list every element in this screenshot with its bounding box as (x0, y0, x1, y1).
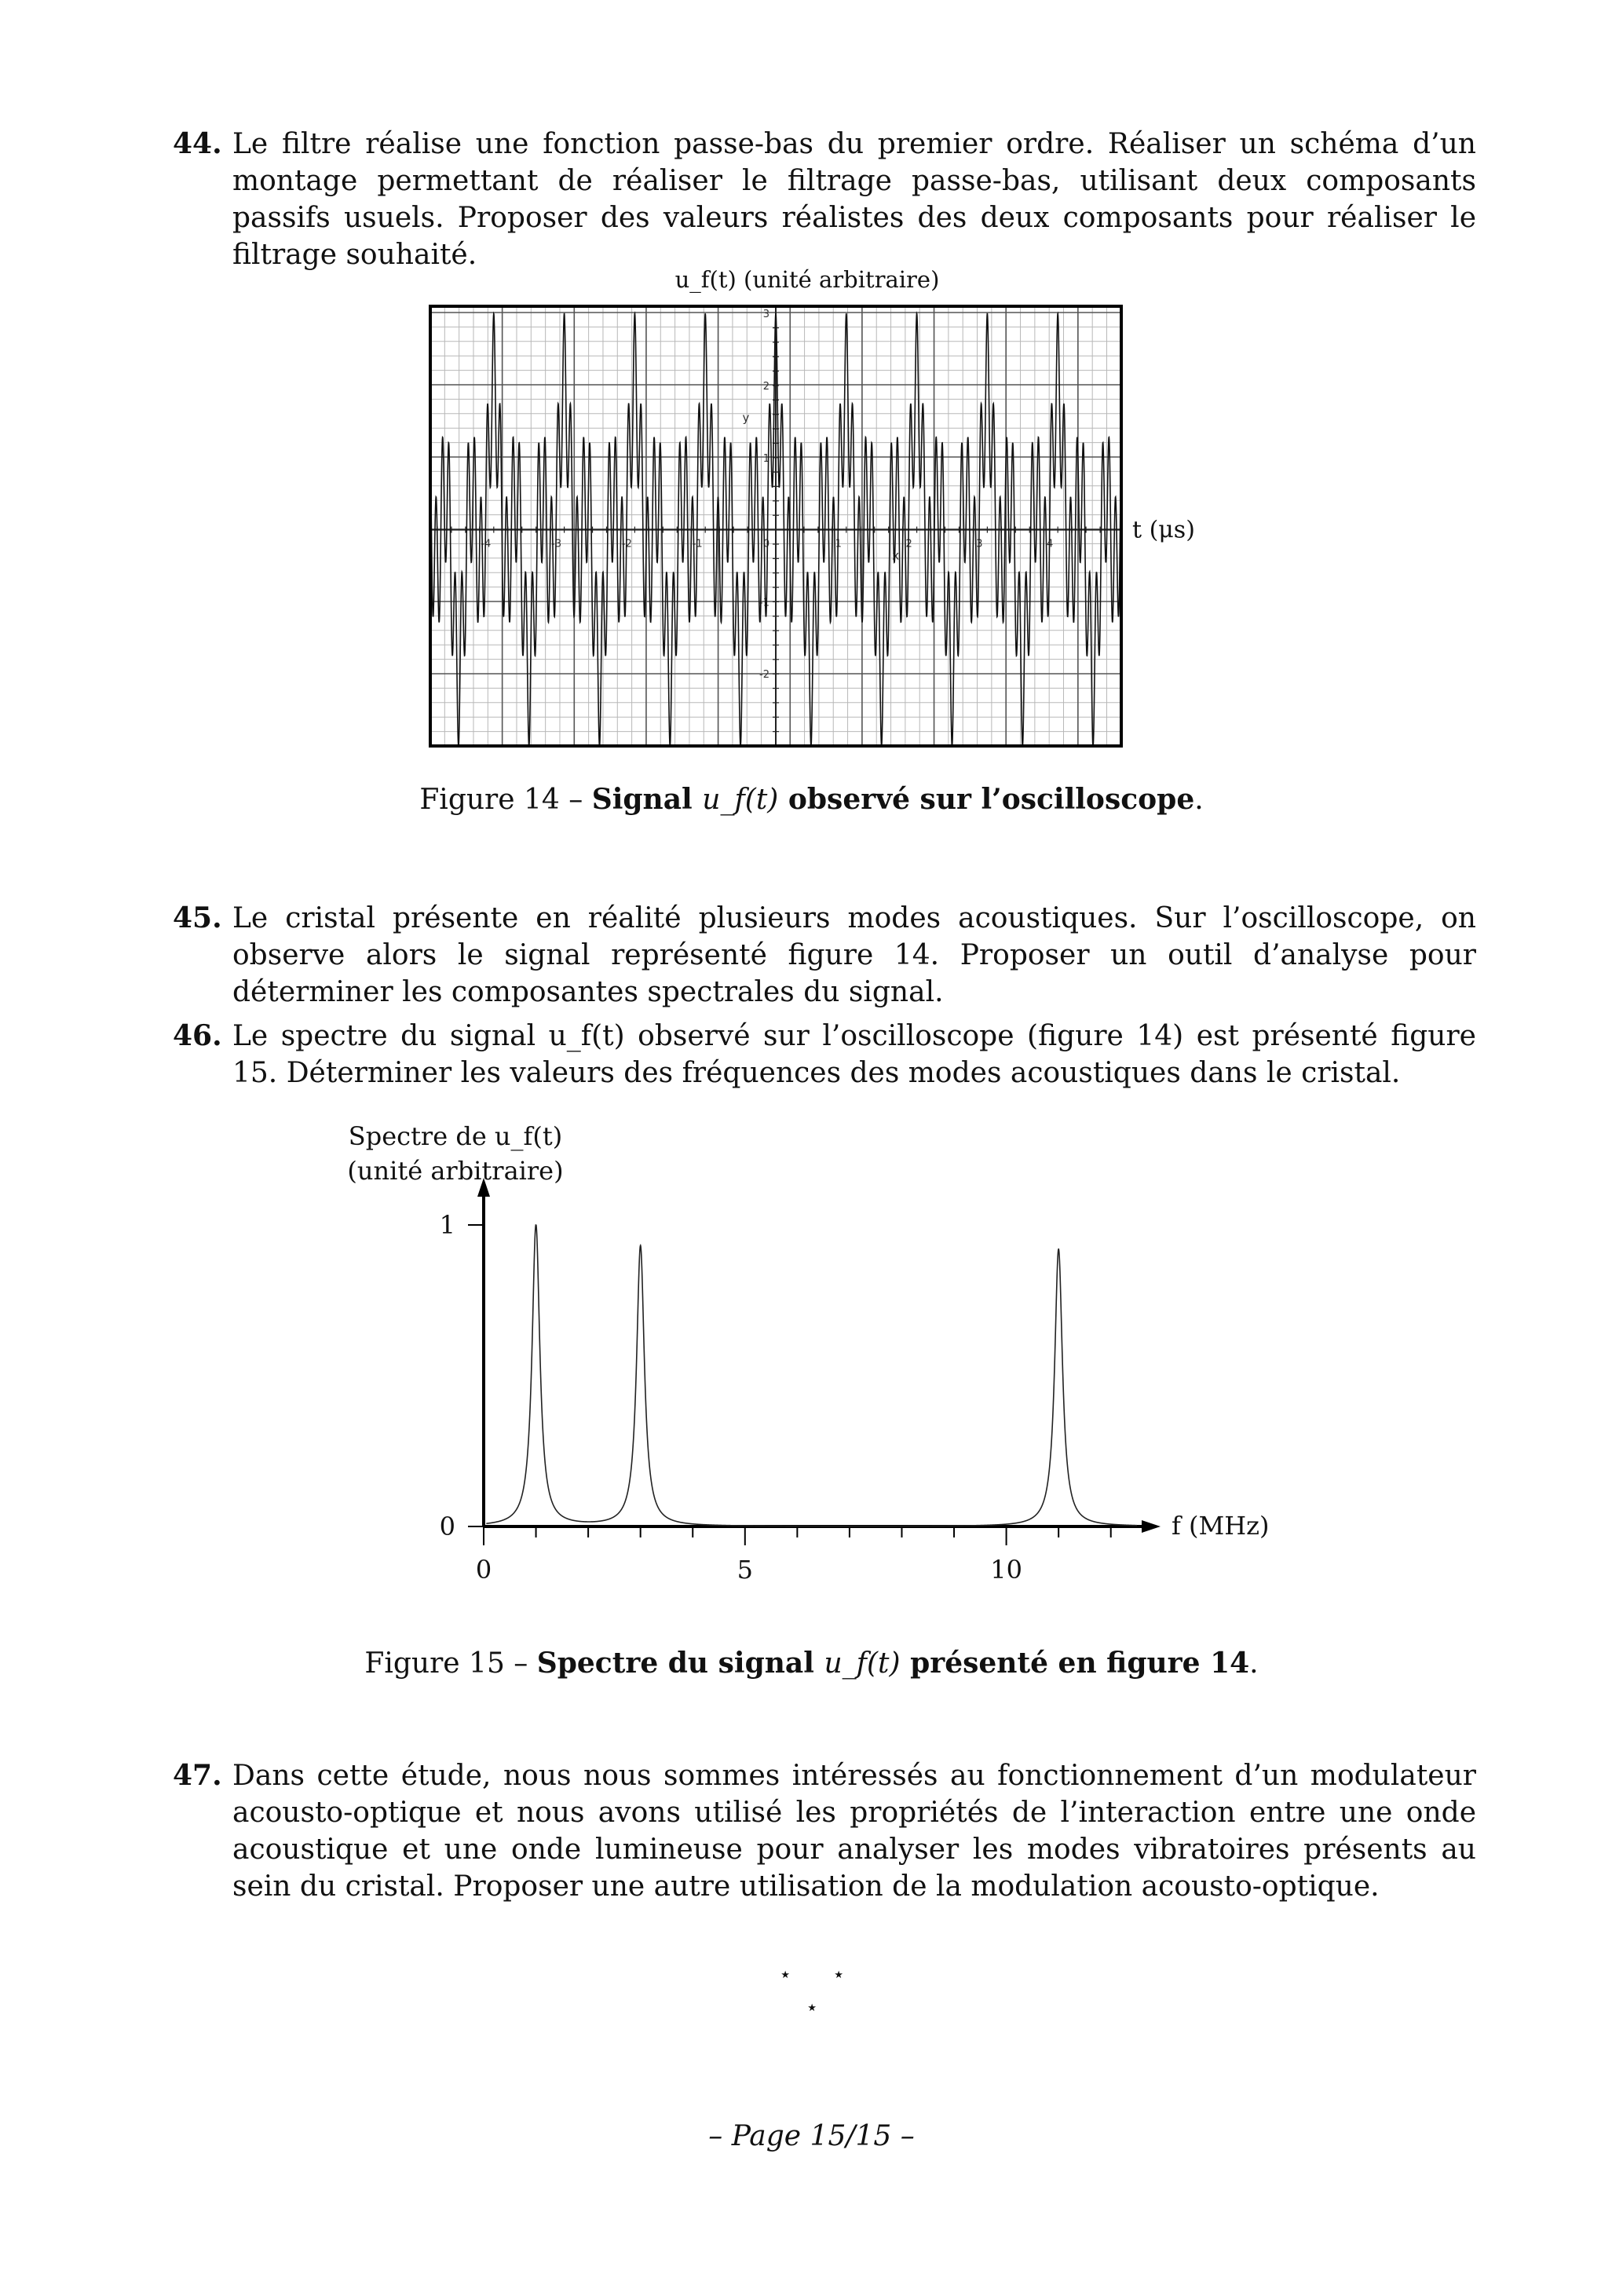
y-tick-label: 1 (439, 1210, 455, 1240)
caption-prefix: Figure 15 – (364, 1647, 537, 1680)
question-text: Dans cette étude, nous nous sommes intéressés au fonctionnement d’un modulateur acousto-optique et nous avons utilisé les propriétés de l’interaction entre une onde acoustique et une onde lumineuse pour analyser les modes vibratoires présents au sein du cristal. Proposer une autre utilisation de la modulation acousto-optique. (232, 1760, 1476, 1903)
question-text: Le filtre réalise une fonction passe-bas du premier ordre. Réaliser un schéma d’un montage permettant de réaliser le filtrage passe-bas, utilisant deux composants passifs usuels. Proposer des valeurs réalistes des deux composants pour réaliser le filtrage souhaité. (232, 128, 1476, 271)
x-tick-label: 4 (1047, 538, 1054, 550)
axis-letter-x: x (892, 548, 900, 563)
y-tick-label: 2 (762, 380, 769, 393)
star-icon: ⋆ (779, 1963, 792, 1987)
y-tick-label: 1 (762, 452, 769, 465)
x-axis-label: f (MHz) (1172, 1511, 1270, 1541)
caption-math: u_f(t) (702, 784, 779, 816)
x-tick-label: -2 (621, 538, 632, 550)
question-text: Le cristal présente en réalité plusieurs modes acoustiques. Sur l’oscilloscope, on observe alors le signal représenté figure 14. Proposer un outil d’analyse pour déterminer les composantes spectrales du signal. (232, 902, 1476, 1008)
x-tick-label: 0 (762, 538, 770, 550)
question-number: 44. (173, 127, 222, 160)
figure-15-spectrum (0, 1115, 1623, 1586)
y-tick-label: 0 (439, 1512, 455, 1541)
section-end-stars (754, 1963, 872, 2026)
question-47 (173, 1757, 1476, 1905)
figure-15-caption (0, 1646, 1623, 1681)
x-tick-label: -4 (481, 538, 492, 550)
x-tick-label: -3 (551, 538, 562, 550)
x-tick-label: 10 (990, 1555, 1022, 1585)
caption-bold-2: observé sur l’oscilloscope (778, 783, 1195, 816)
caption-bold-2: présenté en figure 14 (900, 1647, 1250, 1680)
caption-prefix: Figure 14 – (419, 784, 592, 816)
caption-math: u_f(t) (824, 1647, 901, 1680)
caption-bold-1: Signal (591, 783, 703, 816)
x-tick-label: 1 (835, 538, 842, 550)
page-footer: – Page 15/15 – (708, 2120, 915, 2152)
question-46 (173, 1018, 1476, 1091)
caption-end: . (1194, 784, 1204, 816)
y-axis-label-line2: (unité arbitraire) (347, 1156, 564, 1186)
x-tick-label: -1 (692, 538, 703, 550)
question-44 (173, 126, 1476, 273)
caption-bold-1: Spectre du signal (536, 1647, 824, 1680)
y-tick-label: 3 (762, 309, 769, 321)
star-icon: ⋆ (806, 1996, 819, 2020)
y-axis-label: u_f(t) (unité arbitraire) (674, 266, 940, 293)
y-tick-label: -2 (759, 669, 769, 682)
spectrum-chart (0, 1115, 1623, 1586)
caption-end: . (1249, 1647, 1259, 1680)
y-axis-label-line1: Spectre de u_f(t) (348, 1121, 563, 1151)
oscilloscope-chart (0, 259, 1623, 762)
figure-14-oscilloscope (0, 259, 1623, 762)
y-tick-label: -1 (759, 597, 769, 609)
axis-letter-y: y (742, 410, 750, 425)
question-45 (173, 900, 1476, 1011)
question-text: Le spectre du signal u_f(t) observé sur l’oscilloscope (figure 14) est présenté figure 15. Déterminer les valeurs des fréquences des modes acoustiques dans le cristal. (232, 1020, 1476, 1089)
question-number: 47. (173, 1759, 222, 1792)
spectrum-curve (486, 1225, 1137, 1526)
question-number: 46. (173, 1019, 222, 1052)
x-tick-label: 0 (475, 1555, 492, 1585)
figure-14-caption (0, 782, 1623, 817)
question-number: 45. (173, 901, 222, 934)
x-tick-label: 2 (905, 538, 912, 550)
x-axis-arrow-icon (1142, 1520, 1161, 1533)
x-tick-label: 3 (976, 538, 983, 550)
x-axis-label: t (μs) (1132, 516, 1195, 544)
x-tick-label: 5 (737, 1555, 753, 1585)
star-icon: ⋆ (832, 1963, 846, 1987)
